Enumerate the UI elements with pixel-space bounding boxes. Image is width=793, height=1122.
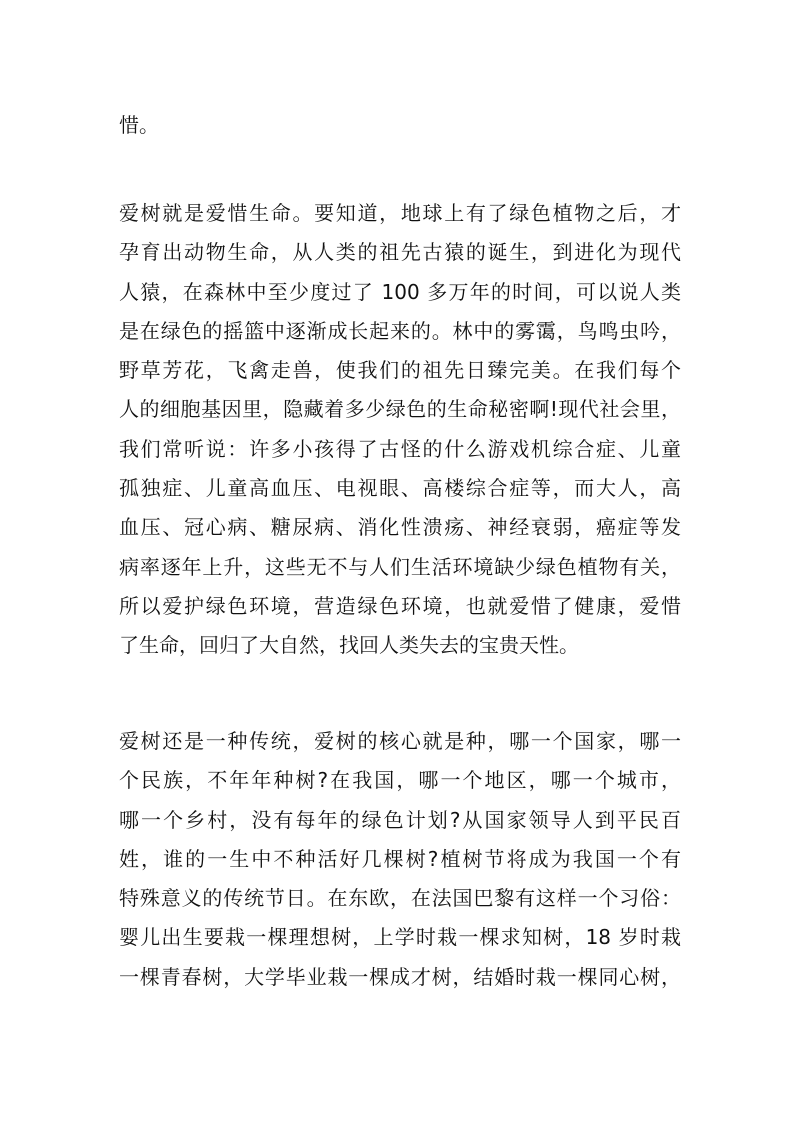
text-line: 孕育出动物生命，从人类的祖先古猿的诞生，到进化为现代 bbox=[119, 240, 681, 265]
text-line: 是在绿色的摇篮中逐渐成长起来的。林中的雾霭，鸟鸣虫吟， bbox=[119, 318, 681, 343]
text-line: 特殊意义的传统节日。在东欧，在法国巴黎有这样一个习俗： bbox=[119, 886, 681, 911]
text-line: 哪一个乡村，没有每年的绿色计划?从国家领导人到平民百 bbox=[119, 807, 681, 832]
text-line: 了生命，回归了大自然，找回人类失去的宝贵天性。 bbox=[119, 633, 579, 658]
paragraph-continuation bbox=[119, 106, 681, 145]
text-line: 一棵青春树，大学毕业栽一棵成才树，结婚时栽一棵同心树， bbox=[119, 964, 681, 989]
text-line: 个民族，不年年种树?在我国，哪一个地区，哪一个城市， bbox=[119, 768, 681, 793]
text-line: 爱树还是一种传统，爱树的核心就是种，哪一个国家，哪一 bbox=[119, 729, 681, 753]
text-line: 姓，谁的一生中不种活好几棵树?植树节将成为我国一个有 bbox=[119, 846, 681, 871]
text-line: 人的细胞基因里，隐藏着多少绿色的生命秘密啊!现代社会里， bbox=[119, 397, 681, 422]
text-line: 野草芳花，飞禽走兽，使我们的祖先日臻完美。在我们每个 bbox=[119, 358, 681, 383]
text-line: 病率逐年上升，这些无不与人们生活环境缺少绿色植物有关， bbox=[119, 554, 681, 579]
text-line: 我们常听说：许多小孩得了古怪的什么游戏机综合症、儿童 bbox=[119, 436, 681, 461]
text-line: 爱树就是爱惜生命。要知道，地球上有了绿色植物之后，才 bbox=[119, 201, 681, 225]
text-line: 所以爱护绿色环境，营造绿色环境，也就爱惜了健康，爱惜 bbox=[119, 593, 681, 618]
paragraph-tree-planting-tradition bbox=[119, 722, 681, 997]
text-line: 血压、冠心病、糖尿病、消化性溃疡、神经衰弱，癌症等发 bbox=[119, 515, 681, 540]
text-line: 孤独症、儿童高血压、电视眼、高楼综合症等，而大人，高 bbox=[119, 476, 681, 501]
paragraph-love-trees-cherish-life bbox=[119, 194, 681, 666]
text-line: 惜。 bbox=[119, 113, 159, 137]
text-line: 婴儿出生要栽一棵理想树，上学时栽一棵求知树，18 岁时栽 bbox=[119, 925, 681, 950]
text-line: 人猿，在森林中至少度过了 100 多万年的时间，可以说人类 bbox=[119, 279, 681, 304]
